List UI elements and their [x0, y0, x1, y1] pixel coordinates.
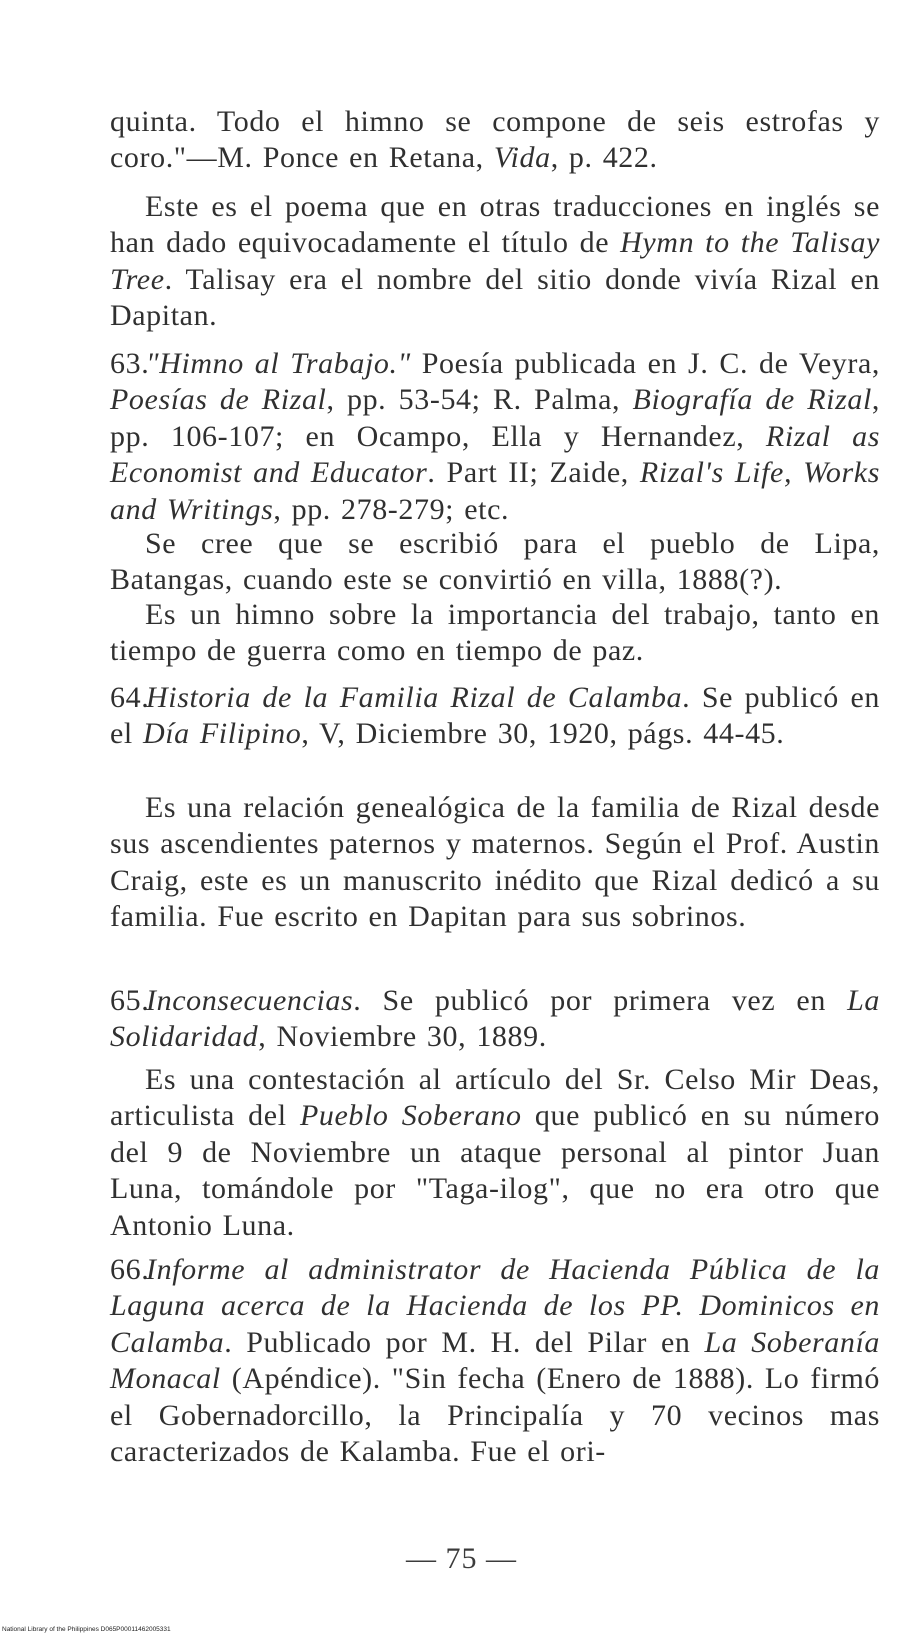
entry-63-paragraph-3: Es un himno sobre la importancia del trabajo, tanto en tiempo de guerra como en tiempo de paz. [110, 598, 880, 668]
italic-title: La Soberanía Monacal [110, 1325, 880, 1396]
text-run: quinta. Todo el himno se compone de seis estrofas y coro."—M. Ponce en Retana, [110, 105, 880, 175]
text-run: . Publicado por M. H. del Pilar en [224, 1325, 705, 1359]
entry-65 [110, 983, 880, 1056]
entry-66 [110, 1252, 880, 1470]
entry-63 [110, 346, 880, 528]
entry-64-paragraph-2: Es una relación genealógica de la familia de Rizal desde sus ascendientes paternos y maternos. Según el Prof. Austin Craig, este es un manuscrito inédito que Rizal dedicó a su familia. Fue escrito en Dapitan para sus sobrinos. [110, 791, 880, 934]
entry-number: 63. [110, 347, 150, 380]
text-run: . Talisay era el nombre del sitio donde vivía Rizal en Dapitan. [110, 262, 880, 333]
entry-number: 65. [110, 984, 150, 1017]
text-run: . Part II; Zaide, [427, 456, 640, 490]
text-run: Es una contestación al artículo del Sr. Celso Mir Deas, articulista del [110, 1063, 880, 1133]
text-run: . Se publicó por primera vez en [353, 984, 848, 1017]
italic-title: La Solidaridad [110, 984, 880, 1054]
paragraph-continuation [110, 104, 880, 177]
library-stamp: National Library of the Philippines D065P00011462005331 [2, 1626, 171, 1633]
text-run: , Noviembre 30, 1889. [258, 1020, 547, 1054]
italic-title: "Himno al Trabajo." [146, 347, 411, 380]
text-run: Poesía publicada en J. C. de Veyra, [410, 347, 880, 380]
italic-title: Historia de la Familia Rizal de Calamba [146, 681, 683, 714]
italic-title: Vida [493, 141, 551, 175]
paragraph-talisay [110, 189, 880, 335]
entry-64 [110, 680, 880, 753]
text-run: . Se publicó en el [110, 681, 880, 751]
italic-title: Rizal's Life, Works and Writings [110, 456, 881, 526]
text-run: , V, Diciembre 30, 1920, págs. 44-45. [301, 717, 785, 751]
italic-title: Hymn to the Talisay Tree [110, 226, 880, 296]
text-run: (Apéndice). "Sin fecha (Enero de 1888). Lo firmó el Gobernadorcillo, la Principalía y 70 vecinos mas caracterizados de Kalamba. Fue el ori- [110, 1362, 880, 1469]
italic-title: Informe al administrator de Hacienda Pública de la Laguna acerca de la Hacienda de los PP. Dominicos en Calamba [110, 1253, 880, 1359]
text-run: que publicó en su número del 9 de Noviembre un ataque personal al pintor Juan Luna, tomándole por "Taga-ilog", que no era otro que Antonio Luna. [110, 1099, 881, 1242]
italic-title: Día Filipino [142, 717, 302, 751]
entry-number: 66. [110, 1253, 150, 1286]
text-run: , pp. 278-279; etc. [273, 492, 510, 526]
entry-63-paragraph-2: Se cree que se escribió para el pueblo de Lipa, Batangas, cuando este se convirtió en villa, 1888(?). [110, 527, 880, 597]
text-run: , p. 422. [550, 141, 658, 175]
italic-title: Pueblo Soberano [299, 1099, 522, 1133]
text-run: , pp. 106-107; en Ocampo, Ella y Hernandez, [110, 383, 880, 453]
text-run: , pp. 53-54; R. Palma, [326, 383, 633, 417]
page-number: — 75 — [406, 1542, 517, 1575]
italic-title: Poesías de Rizal [110, 383, 327, 417]
italic-title: Rizal as Economist and Educator [110, 419, 880, 490]
italic-title: Biografía de Rizal [632, 383, 872, 417]
entry-number: 64. [110, 681, 150, 714]
entry-65-paragraph-2 [110, 1062, 880, 1244]
italic-title: Inconsecuencias [146, 984, 354, 1017]
text-run: Este es el poema que en otras traducciones en inglés se han dado equivocadamente el título de [110, 190, 880, 260]
